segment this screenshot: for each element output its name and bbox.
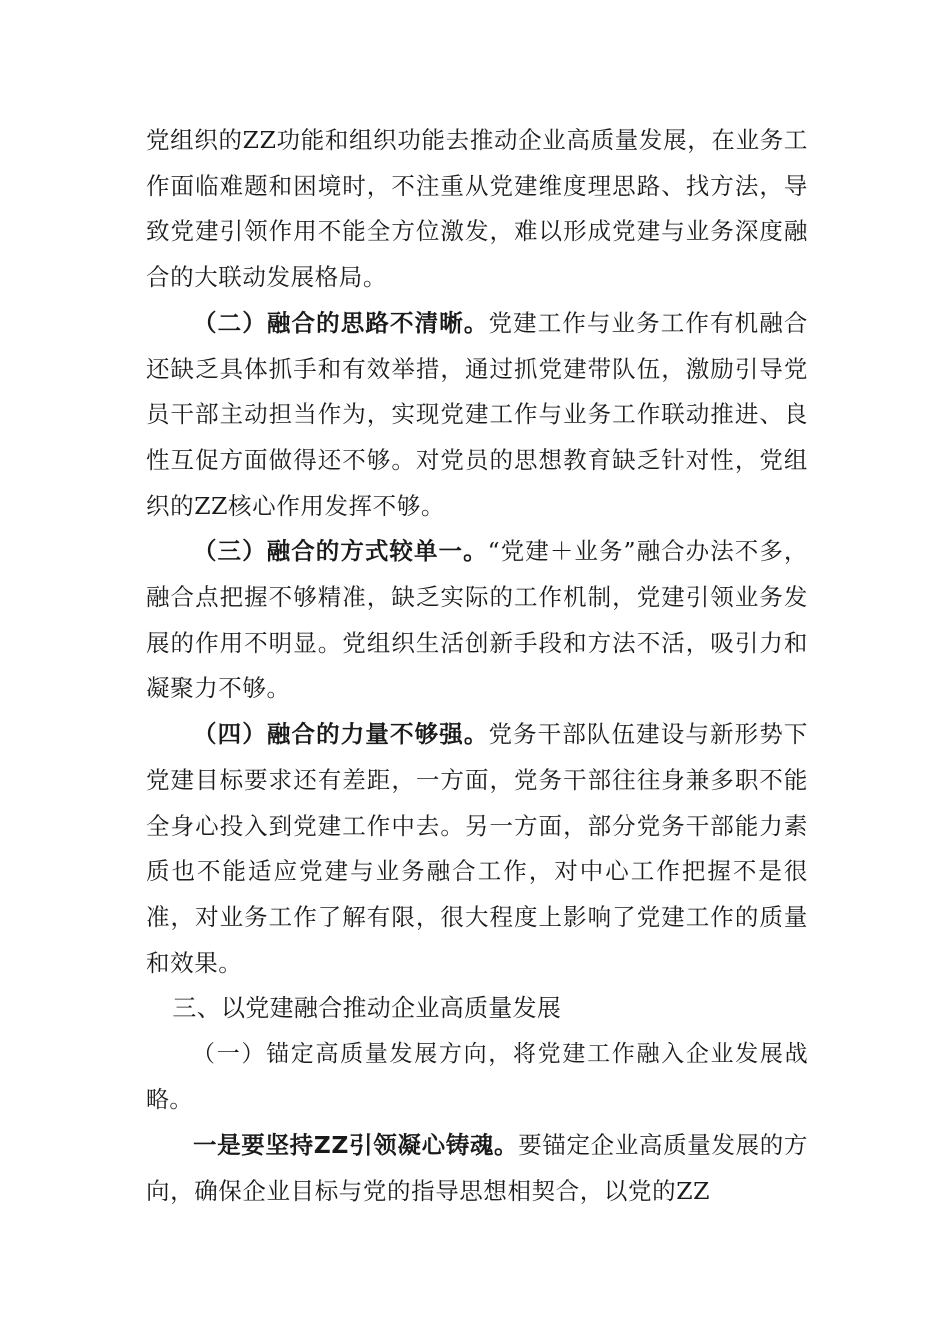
paragraph-body: 党组织的ZZ功能和组织功能去推动企业高质量发展，在业务工作面临难题和困境时，不注重从党建维度理思路、找方法，导致党建引领作用不能全方位激发，难以形成党建与业务深度融合的大联动发展格局。 [146,126,808,292]
paragraph-lead: 一是要坚持ZZ引领凝心铸魂。 [193,1131,519,1160]
document-body [146,118,808,1215]
paragraph-lead: （四）融合的力量不够强。 [193,720,489,749]
paragraph-section-3 [146,529,808,712]
paragraph-body: “党建＋业务”融合办法不多，融合点把握不够精准，缺乏实际的工作机制，党建引领业务发展的作用不明显。党组织生活创新手段和方法不活，吸引力和凝聚力不够。 [146,537,808,703]
paragraph-body: 党务干部队伍建设与新形势下党建目标要求还有差距，一方面，党务干部往往身兼多职不能全身心投入到党建工作中去。另一方面，部分党务干部能力素质也不能适应党建与业务融合工作，对中心工作把握不是很准，对业务工作了解有限，很大程度上影响了党建工作的质量和效果。 [146,720,808,977]
sub-heading: （一）锚定高质量发展方向，将党建工作融入企业发展战略。 [146,1041,808,1113]
paragraph-lead: （三）融合的方式较单一。 [193,537,488,566]
paragraph-body: 党建工作与业务工作有机融合还缺乏具体抓手和有效举措，通过抓党建带队伍，激励引导党员干部主动担当作为，实现党建工作与业务工作联动推进、良性互促方面做得还不够。对党员的思想教育缺乏针对性，党组织的ZZ核心作用发挥不够。 [146,308,808,520]
paragraph-body: 要锚定企业高质量发展的方向，确保企业目标与党的指导思想相契合，以党的ZZ [146,1131,809,1206]
paragraph-point-1 [146,1123,808,1214]
paragraph-section-2 [146,301,808,530]
paragraph-continuation [146,118,808,301]
paragraph-section-4 [146,712,808,986]
paragraph-lead: （二）融合的思路不清晰。 [193,308,489,337]
section-heading: 三、以党建融合推动企业高质量发展 [172,994,562,1023]
